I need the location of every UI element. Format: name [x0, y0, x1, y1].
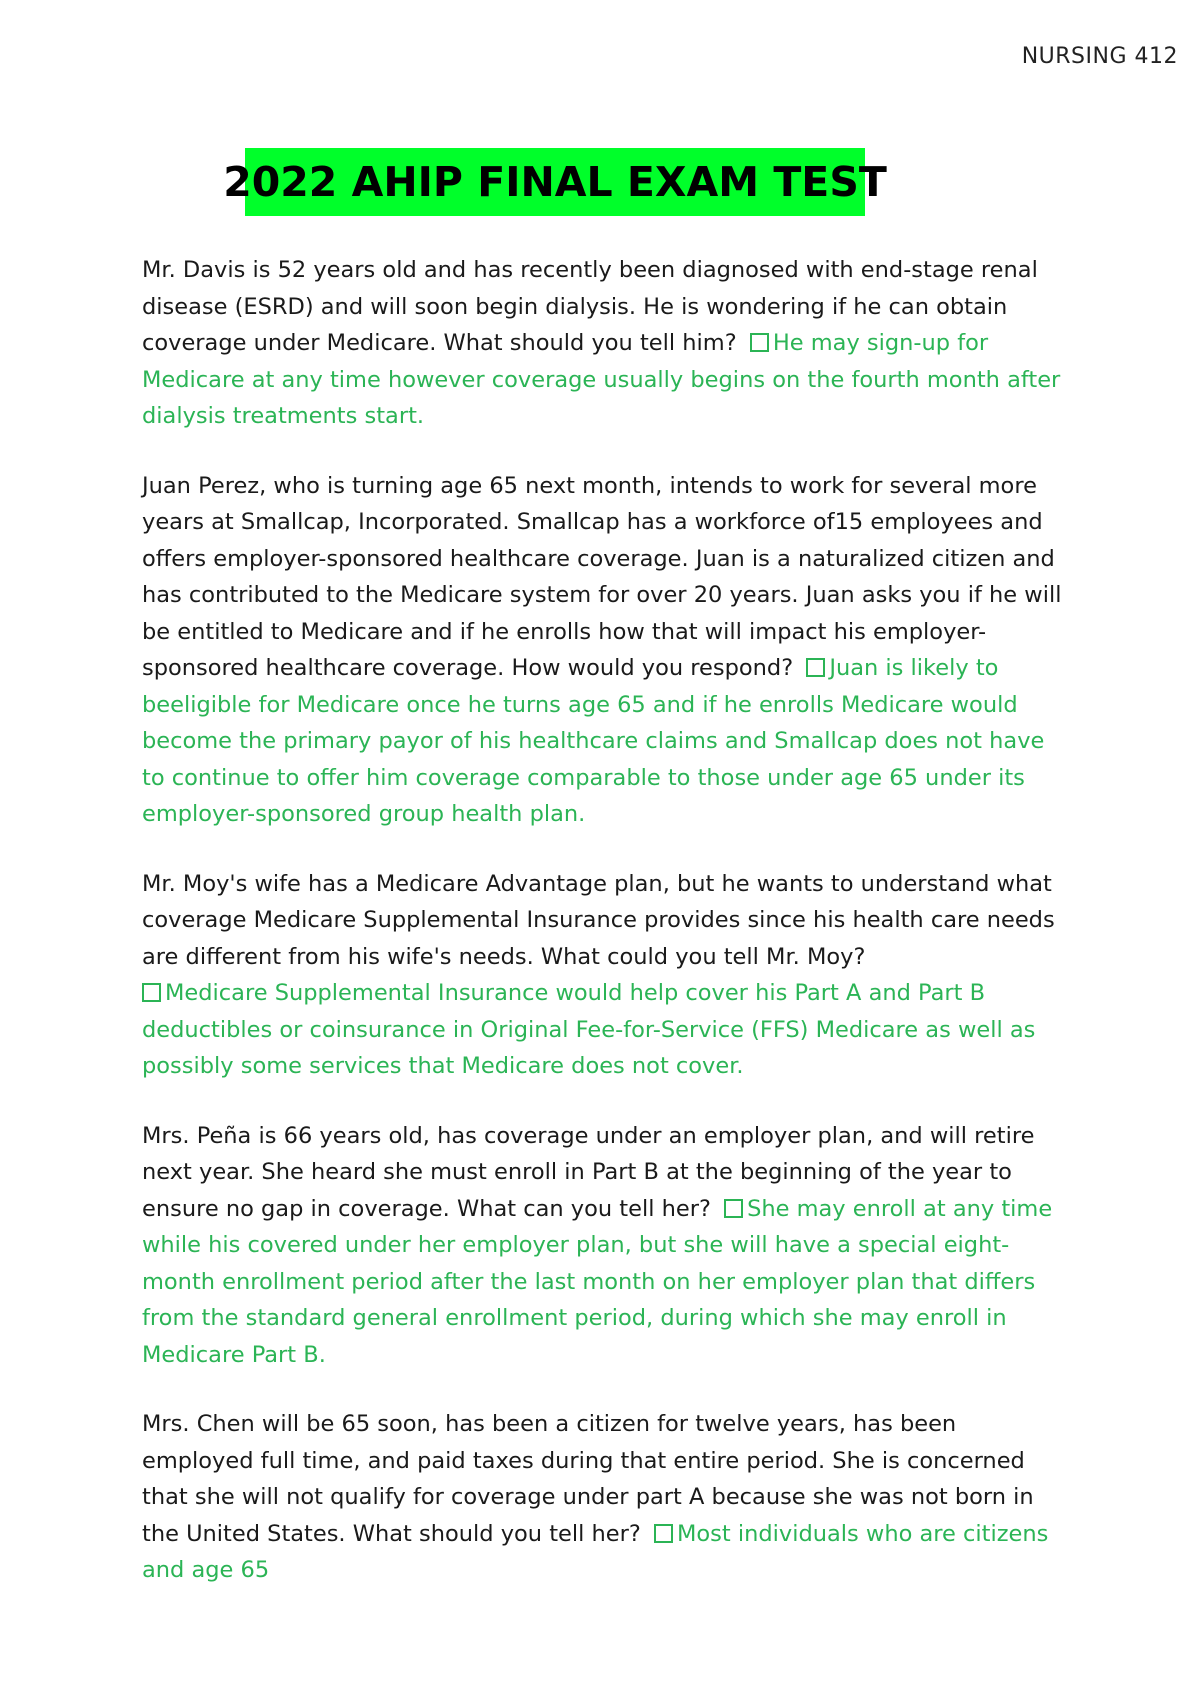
qa-item	[142, 1118, 1072, 1374]
question-text: Juan Perez, who is turning age 65 next month, intends to work for several more years at Smallcap, Incorporated. Smallcap has a workforce of15 employees and offers employer-sponsored healthcare coverage. Juan is a naturalized citizen and has contributed to the Medicare system for over 20 years. Juan asks you if he will be entitled to Medicare and if he enrolls how that will impact his employer- sponsored healthcare coverage. How would you respond?	[142, 472, 1062, 681]
answer-text: She may enroll at any time while his covered under her employer plan, but she will have a special eight-month enrollment period after the last month on her employer plan that differs from the standard general enrollment period, during which she may enroll in Medicare Part B.	[142, 1195, 1053, 1368]
answer-text: Juan is likely to beeligible for Medicare once he turns age 65 and if he enrolls Medicare would become the primary payor of his healthcare claims and Smallcap does not have to continue to offer him coverage comparable to those under age 65 under its employer-sponsored group health plan.	[142, 655, 1045, 827]
answer-text: Medicare Supplemental Insurance would help cover his Part A and Part B deductibles or coinsurance in Original Fee-for-Service (FFS) Medicare as well as possibly some services that Medicare does not cover.	[142, 980, 1036, 1079]
answer-checkbox-icon	[142, 983, 161, 1002]
answer-text: He may sign-up for Medicare at any time however coverage usually begins on the fourth month after dialysis treatments start.	[142, 330, 1061, 429]
question-text: Mr. Moy's wife has a Medicare Advantage plan, but he wants to understand what coverage Medicare Supplemental Insurance provides since his health care needs are different from his wife's needs. What could you tell Mr. Moy?	[142, 870, 1055, 970]
qa-item	[142, 252, 1072, 435]
answer-checkbox-icon	[806, 658, 825, 677]
page-header-course: NURSING 412	[1021, 44, 1178, 69]
answer-checkbox-icon	[724, 1199, 743, 1218]
question-text: Mr. Davis is 52 years old and has recently been diagnosed with end-stage renal disease (ESRD) and will soon begin dialysis. He is wondering if he can obtain coverage under Medicare. What should you tell him?	[142, 257, 1038, 356]
answer-checkbox-icon	[750, 333, 769, 352]
question-text: Mrs. Chen will be 65 soon, has been a citizen for twelve years, has been employed full time, and paid taxes during that entire period. She is concerned that she will not qualify for coverage under part A because she was not born in the United States. What should you tell her?	[142, 1411, 1034, 1547]
answer-checkbox-icon	[654, 1524, 673, 1543]
qa-item	[142, 468, 1072, 833]
qa-item	[142, 866, 1072, 1085]
title-highlight	[223, 148, 887, 216]
answer-text: Most individuals who are citizens and age 65	[142, 1520, 1049, 1583]
page-title: 2022 AHIP FINAL EXAM TEST	[223, 158, 887, 206]
qa-list	[142, 252, 1072, 1622]
qa-item	[142, 1406, 1072, 1589]
question-text: Mrs. Peña is 66 years old, has coverage under an employer plan, and will retire next year. She heard she must enroll in Part B at the beginning of the year to ensure no gap in coverage. What can you tell her?	[142, 1122, 1035, 1222]
